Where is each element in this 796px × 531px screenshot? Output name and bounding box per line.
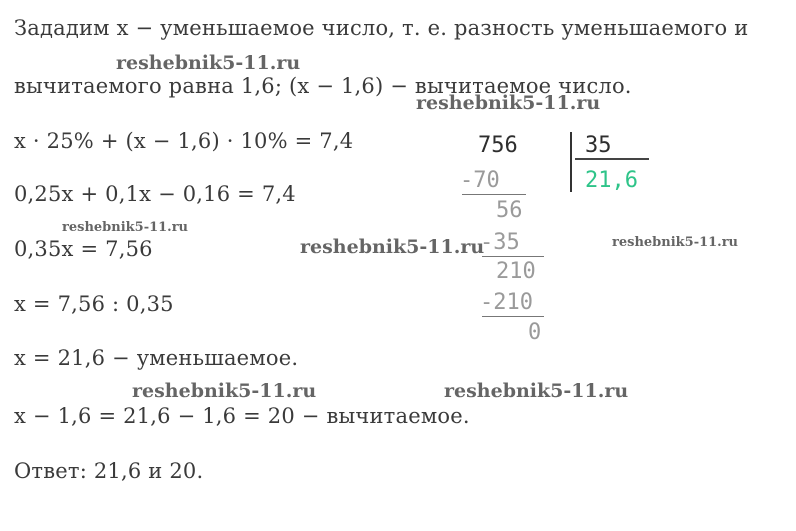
step-rule-3 <box>482 316 544 317</box>
watermark: reshebnik5-11.ru <box>132 380 317 402</box>
step-remainder-2: 210 <box>496 259 536 284</box>
watermark: reshebnik5-11.ru <box>62 220 189 235</box>
step-rule-1 <box>462 194 526 195</box>
division-bar-vertical <box>570 132 572 192</box>
step-remainder-1: 56 <box>496 198 523 223</box>
text-line-2: вычитаемого равна 1,6; (x − 1,6) − вычитаемое число. <box>14 74 632 98</box>
watermark: reshebnik5-11.ru <box>116 52 301 74</box>
watermark: reshebnik5-11.ru <box>300 236 485 258</box>
step-subtract-2: -35 <box>480 230 520 255</box>
quotient: 21,6 <box>585 168 638 193</box>
step-rule-2 <box>482 256 544 257</box>
text-line-1: Зададим x − уменьшаемое число, т. е. разность уменьшаемого и <box>14 16 749 40</box>
equation-line-6: x − 1,6 = 21,6 − 1,6 = 20 − вычитаемое. <box>14 404 470 428</box>
divisor: 35 <box>585 133 612 158</box>
step-subtract-1: -70 <box>460 168 500 193</box>
equation-line-1: x · 25% + (x − 1,6) · 10% = 7,4 <box>14 129 354 153</box>
watermark: reshebnik5-11.ru <box>612 235 739 250</box>
watermark: reshebnik5-11.ru <box>416 92 601 114</box>
equation-line-5: x = 21,6 − уменьшаемое. <box>14 346 299 370</box>
division-bar-horizontal <box>575 158 649 160</box>
watermark: reshebnik5-11.ru <box>444 380 629 402</box>
dividend: 756 <box>478 133 518 158</box>
step-remainder-3: 0 <box>528 320 542 345</box>
equation-line-3: 0,35x = 7,56 <box>14 237 153 261</box>
step-subtract-3: -210 <box>480 290 533 315</box>
answer-line: Ответ: 21,6 и 20. <box>14 459 204 483</box>
equation-line-4: x = 7,56 : 0,35 <box>14 292 174 316</box>
equation-line-2: 0,25x + 0,1x − 0,16 = 7,4 <box>14 182 296 206</box>
